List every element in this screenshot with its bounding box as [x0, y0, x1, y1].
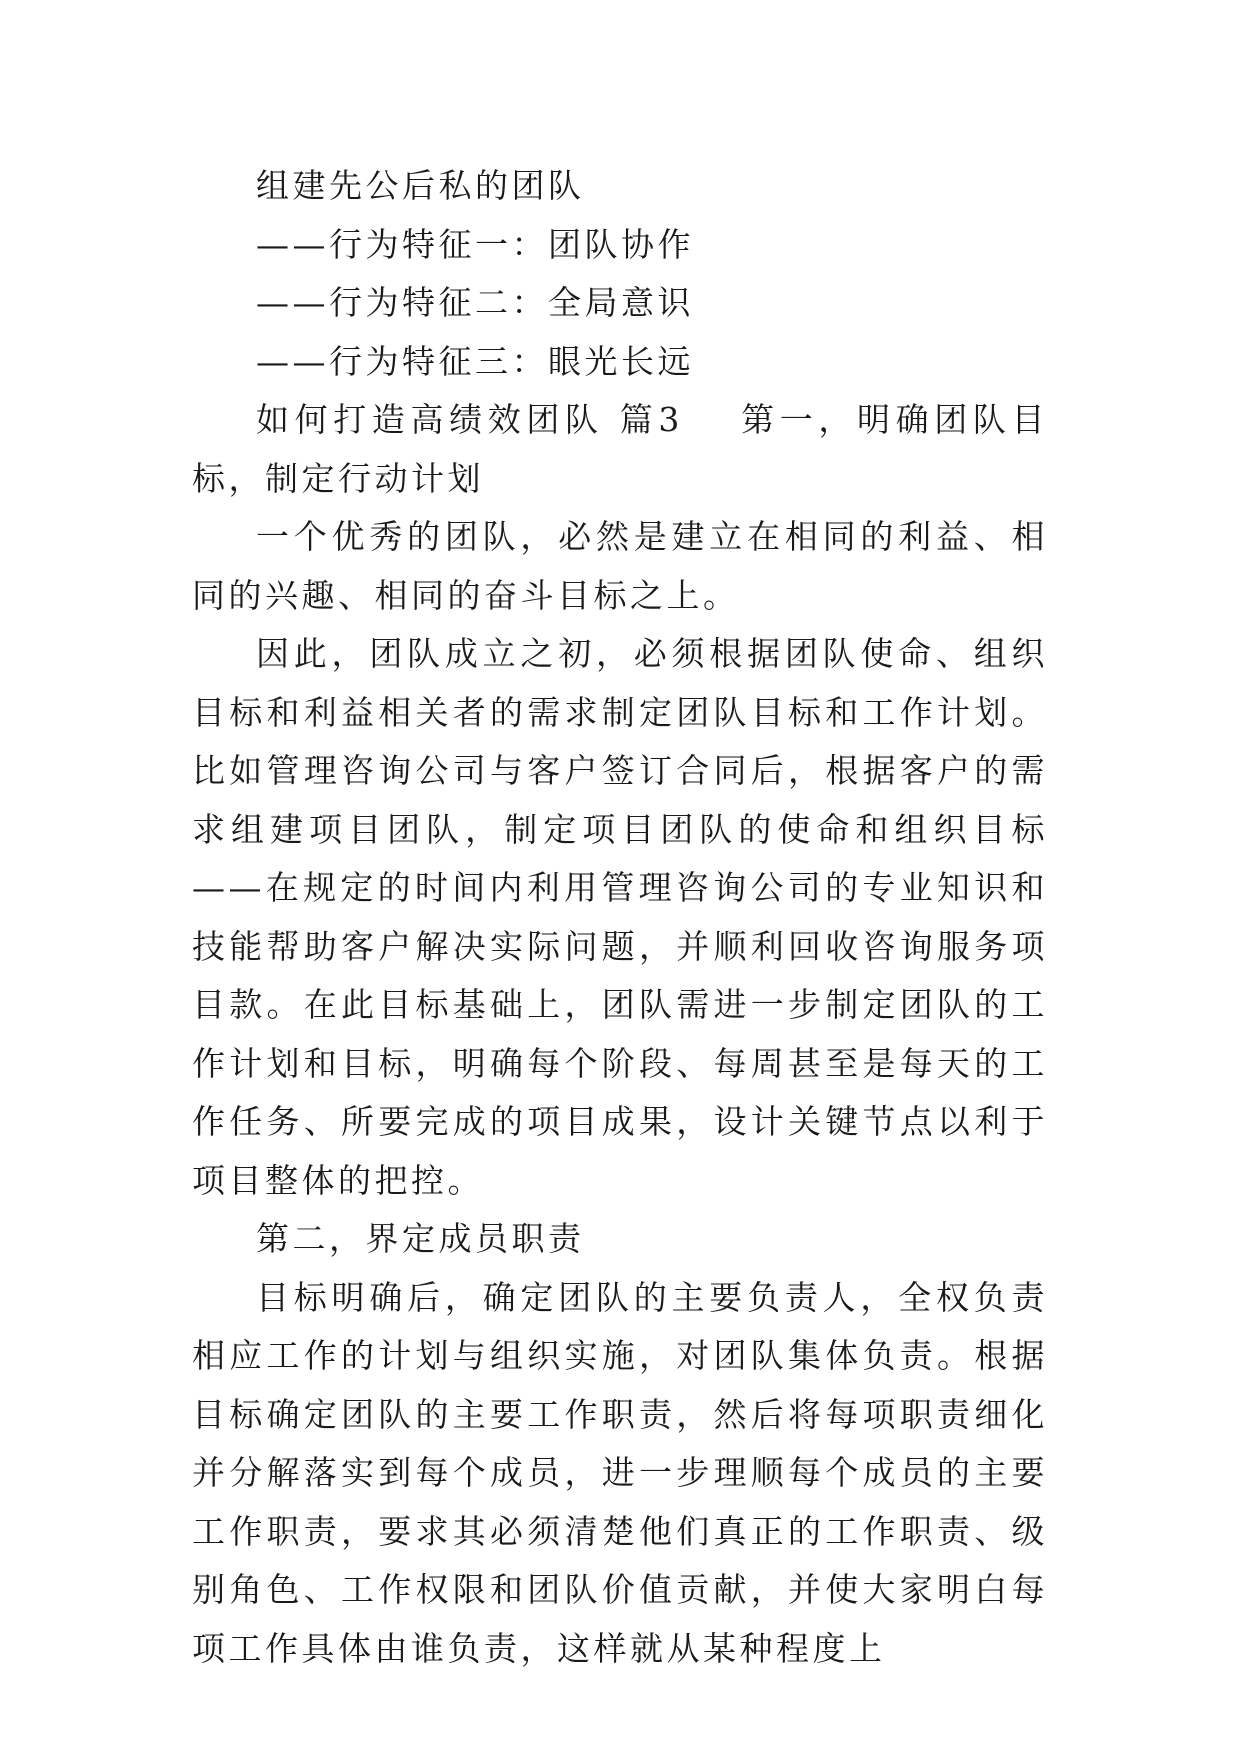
section-title: 如何打造高绩效团队 篇3 — [256, 400, 683, 439]
section-heading-paragraph — [192, 391, 1048, 508]
text-line: ——行为特征一：团队协作 — [256, 224, 694, 264]
text-line: 组建先公后私的团队 — [256, 166, 585, 205]
paragraph: 一个优秀的团队，必然是建立在相同的利益、相同的兴趣、相同的奋斗目标之上。 — [192, 517, 1048, 615]
paragraph: 目标明确后，确定团队的主要负责人，全权负责相应工作的计划与组织实施，对团队集体负责。根据目标确定团队的主要工作职责，然后将每项职责细化并分解落实到每个成员，进一步理顺每个成员的主要工作职责，要求其必须清楚他们真正的工作职责、级别角色、工作权限和团队价值贡献，并使大家明白每项工作具体由谁负责，这样就从某种程度上 — [192, 1277, 1048, 1668]
paragraph: 因此，团队成立之初，必须根据团队使命、组织目标和利益相关者的需求制定团队目标和工作计划。比如管理咨询公司与客户签订合同后，根据客户的需求组建项目团队，制定项目团队的使命和组织目标——在规定的时间内利用管理咨询公司的专业知识和技能帮助客户解决实际问题，并顺利回收咨询服务项目款。在此目标基础上，团队需进一步制定团队的工作计划和目标，明确每个阶段、每周甚至是每天的工作任务、所要完成的项目成果，设计关键节点以利于项目整体的把控。 — [192, 634, 1048, 1200]
text-line: ——行为特征三：眼光长远 — [256, 341, 694, 381]
heading-2: 第二，界定成员职责 — [256, 1219, 585, 1258]
heading-1: 第一，明确团队目标，制定行动计划 — [192, 400, 1048, 498]
document-page — [192, 157, 1048, 1678]
text-line: ——行为特征二：全局意识 — [256, 283, 694, 322]
